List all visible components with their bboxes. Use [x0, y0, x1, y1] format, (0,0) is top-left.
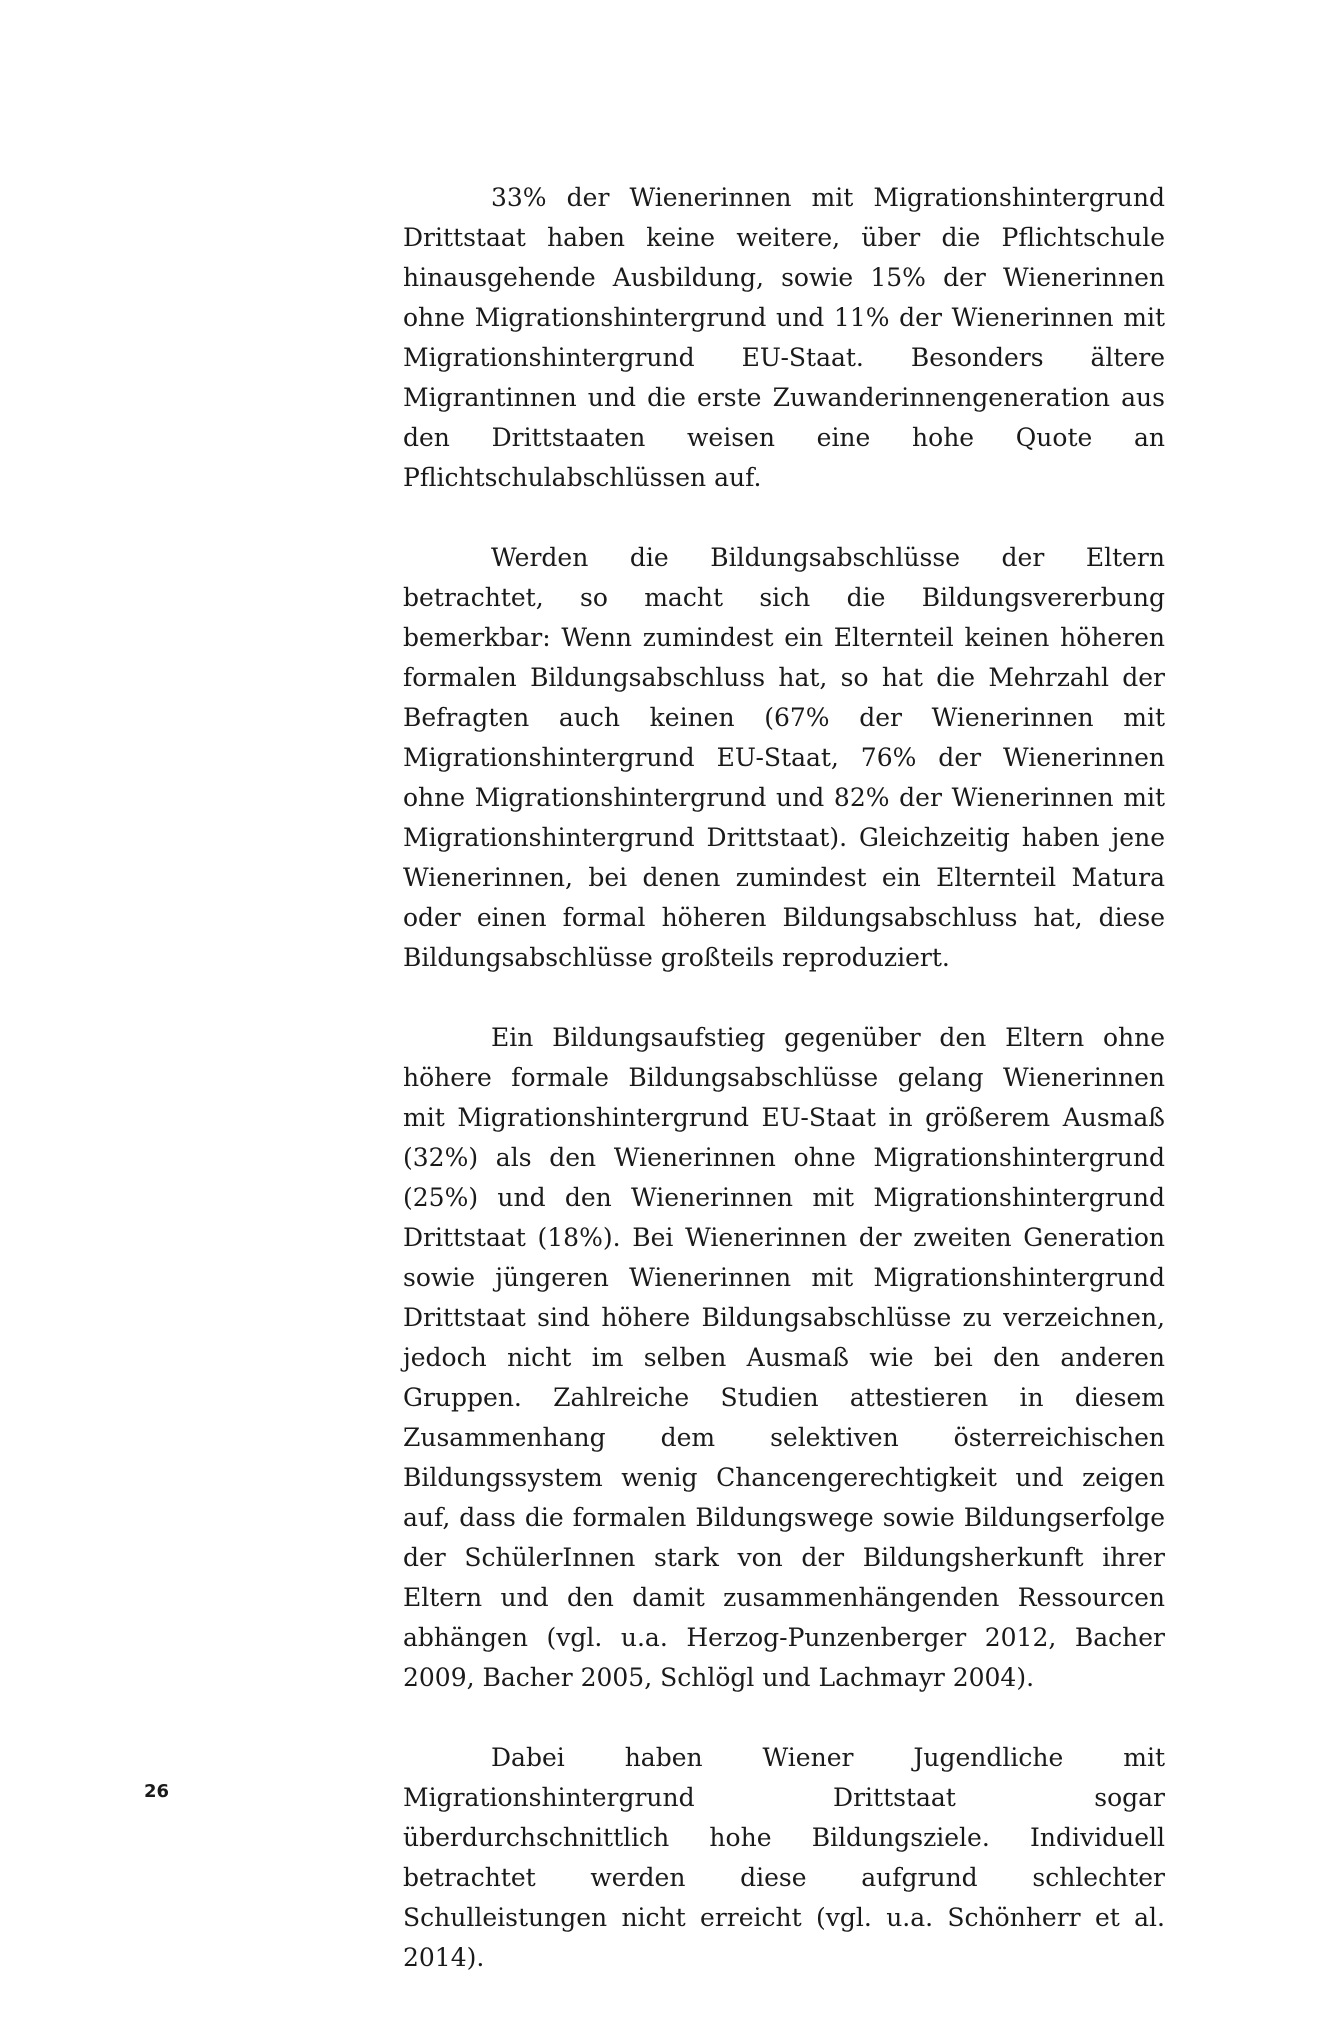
paragraph-educational-advancement: Ein Bildungsaufstieg gegenüber den Eltern ohne höhere formale Bildungsabschlüsse gelang Wienerinnen mit Migrationshintergrund EU-Staat in größerem Ausmaß (32%) als den Wienerinnen ohne Migrationshintergrund (25%) und den Wienerinnen mit Migrationshintergrund Drittstaat (18%). Bei Wienerinnen der zweiten Generation sowie jüngeren Wienerinnen mit Migrationshintergrund Drittstaat sind höhere Bildungsabschlüsse zu verzeichnen, jedoch nicht im selben Ausmaß wie bei den anderen Gruppen. Zahlreiche Studien attestieren in diesem Zusammenhang dem selektiven österreichischen Bildungssystem wenig Chancengerechtigkeit und zeigen auf, dass die formalen Bildungswege sowie Bildungserfolge der SchülerInnen stark von der Bildungsherkunft ihrer Eltern und den damit zusammenhängenden Ressourcen abhängen (vgl. u.a. Herzog-Punzenberger 2012, Bacher 2009, Bacher 2005, Schlögl und Lachmayr 2004).	[403, 1023, 1165, 1692]
page-number: 26	[144, 1781, 170, 1802]
paragraph-youth-aspirations: Dabei haben Wiener Jugendliche mit Migrationshintergrund Drittstaat sogar überdurchschnittlich hohe Bildungsziele. Individuell betrachtet werden diese aufgrund schlechter Schulleistungen nicht erreicht (vgl. u.a. Schönherr et al. 2014).	[403, 1743, 1165, 1972]
paragraph-parental-education: Werden die Bildungsabschlüsse der Eltern betrachtet, so macht sich die Bildungsvererbung bemerkbar: Wenn zumindest ein Elternteil keinen höheren formalen Bildungsabschluss hat, so hat die Mehrzahl der Befragten auch keinen (67% der Wienerinnen mit Migrationshintergrund EU-Staat, 76% der Wienerinnen ohne Migrationshintergrund und 82% der Wienerinnen mit Migrationshintergrund Drittstaat). Gleichzeitig haben jene Wienerinnen, bei denen zumindest ein Elternteil Matura oder einen formal höheren Bildungsabschluss hat, diese Bildungsabschlüsse großteils reproduziert.	[403, 543, 1165, 972]
paragraph-education-levels: 33% der Wienerinnen mit Migrationshintergrund Drittstaat haben keine weitere, über die Pflichtschule hinausgehende Ausbildung, sowie 15% der Wienerinnen ohne Migrationshintergrund und 11% der Wienerinnen mit Migrationshintergrund EU-Staat. Besonders ältere Migrantinnen und die erste Zuwanderinnengeneration aus den Drittstaaten weisen eine hohe Quote an Pflichtschulabschlüssen auf.	[403, 183, 1165, 492]
body-text	[403, 178, 1165, 2018]
